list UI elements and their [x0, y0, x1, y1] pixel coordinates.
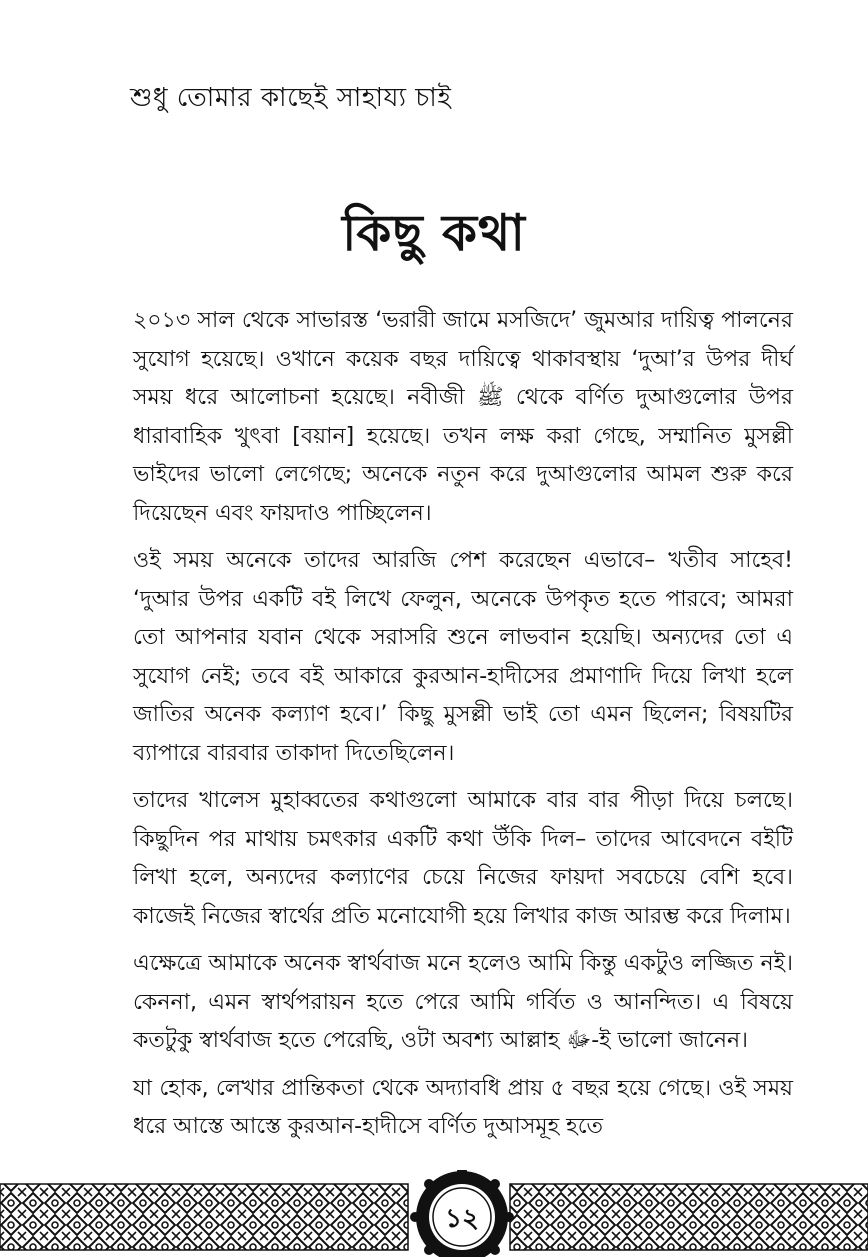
- body-text: [133, 302, 793, 1147]
- paragraph: তাদের খালেস মুহাব্বতের কথাগুলো আমাকে বার বার পীড়া দিয়ে চলছে। কিছুদিন পর মাথায় চমৎকার একটি কথা উঁকি দিল– তাদের আবেদনে বইটি লিখা হলে, অন্যদের কল্যাণের চেয়ে নিজের ফায়দা সবচেয়ে বেশি হবে। কাজেই নিজের স্বার্থের প্রতি মনোযোগী হয়ে লিখার কাজ আরম্ভ করে দিলাম।: [133, 788, 793, 929]
- ornament-border-left: [0, 1184, 408, 1250]
- running-header: শুধু তোমার কাছেই সাহায্য চাই: [130, 83, 452, 113]
- paragraph: ২০১৩ সাল থেকে সাভারস্ত ‘ভরারী জামে মসজিদে’ জুমআর দায়িত্ব পালনের সুযোগ হয়েছে। ওখানে কয়েক বছর দায়িত্বে থাকাবস্থায় ‘দুআ’র উপর দীর্ঘ সময় ধরে আলোচনা হয়েছে। নবীজী ﷺ থেকে বর্ণিত দুআগুলোর উপর ধারাবাহিক খুৎবা [বয়ান] হয়েছে। তখন লক্ষ করা গেছে, সম্মানিত মুসল্লী ভাইদের ভালো লেগেছে; অনেকে নতুন করে দুআগুলোর আমল শুরু করে দিয়েছেন এবং ফায়দাও পাচ্ছিলেন।: [133, 308, 793, 526]
- page-number-medallion: [410, 1170, 514, 1257]
- chapter-title: কিছু কথা: [342, 204, 526, 262]
- paragraph: এক্ষেত্রে আমাকে অনেক স্বার্থবাজ মনে হলেও আমি কিন্তু একটুও লজ্জিত নই। কেননা, এমন স্বার্থপরায়ন হতে পেরে আমি গর্বিত ও আনন্দিত। এ বিষয়ে কতটুকু স্বার্থবাজ হতে পেরেছি, ওটা অবশ্য আল্লাহ ﷻ-ই ভালো জানেন।: [133, 951, 793, 1053]
- page-number: ১২: [445, 1204, 479, 1234]
- paragraph: ওই সময় অনেকে তাদের আরজি পেশ করেছেন এভাবে– খতীব সাহেব! ‘দুআর উপর একটি বই লিখে ফেলুন, অনেকে উপকৃত হতে পারবে; আমরা তো আপনার যবান থেকে সরাসরি শুনে লাভবান হয়েছি। অন্যদের তো এ সুযোগ নেই; তবে বই আকারে কুরআন-হাদীসের প্রমাণাদি দিয়ে লিখা হলে জাতির অনেক কল্যাণ হবে।’ কিছু মুসল্লী ভাই তো এমন ছিলেন; বিষয়টির ব্যাপারে বারবার তাকাদা দিতেছিলেন।: [133, 548, 793, 766]
- ornament-border-right: [510, 1184, 868, 1250]
- decorative-footer: [0, 1170, 868, 1257]
- paragraph: যা হোক, লেখার প্রান্তিকতা থেকে অদ্যাবধি প্রায় ৫ বছর হয়ে গেছে। ওই সময় ধরে আস্তে আস্তে কুরআন-হাদীসে বর্ণিত দুআসমূহ হতে: [133, 1075, 793, 1139]
